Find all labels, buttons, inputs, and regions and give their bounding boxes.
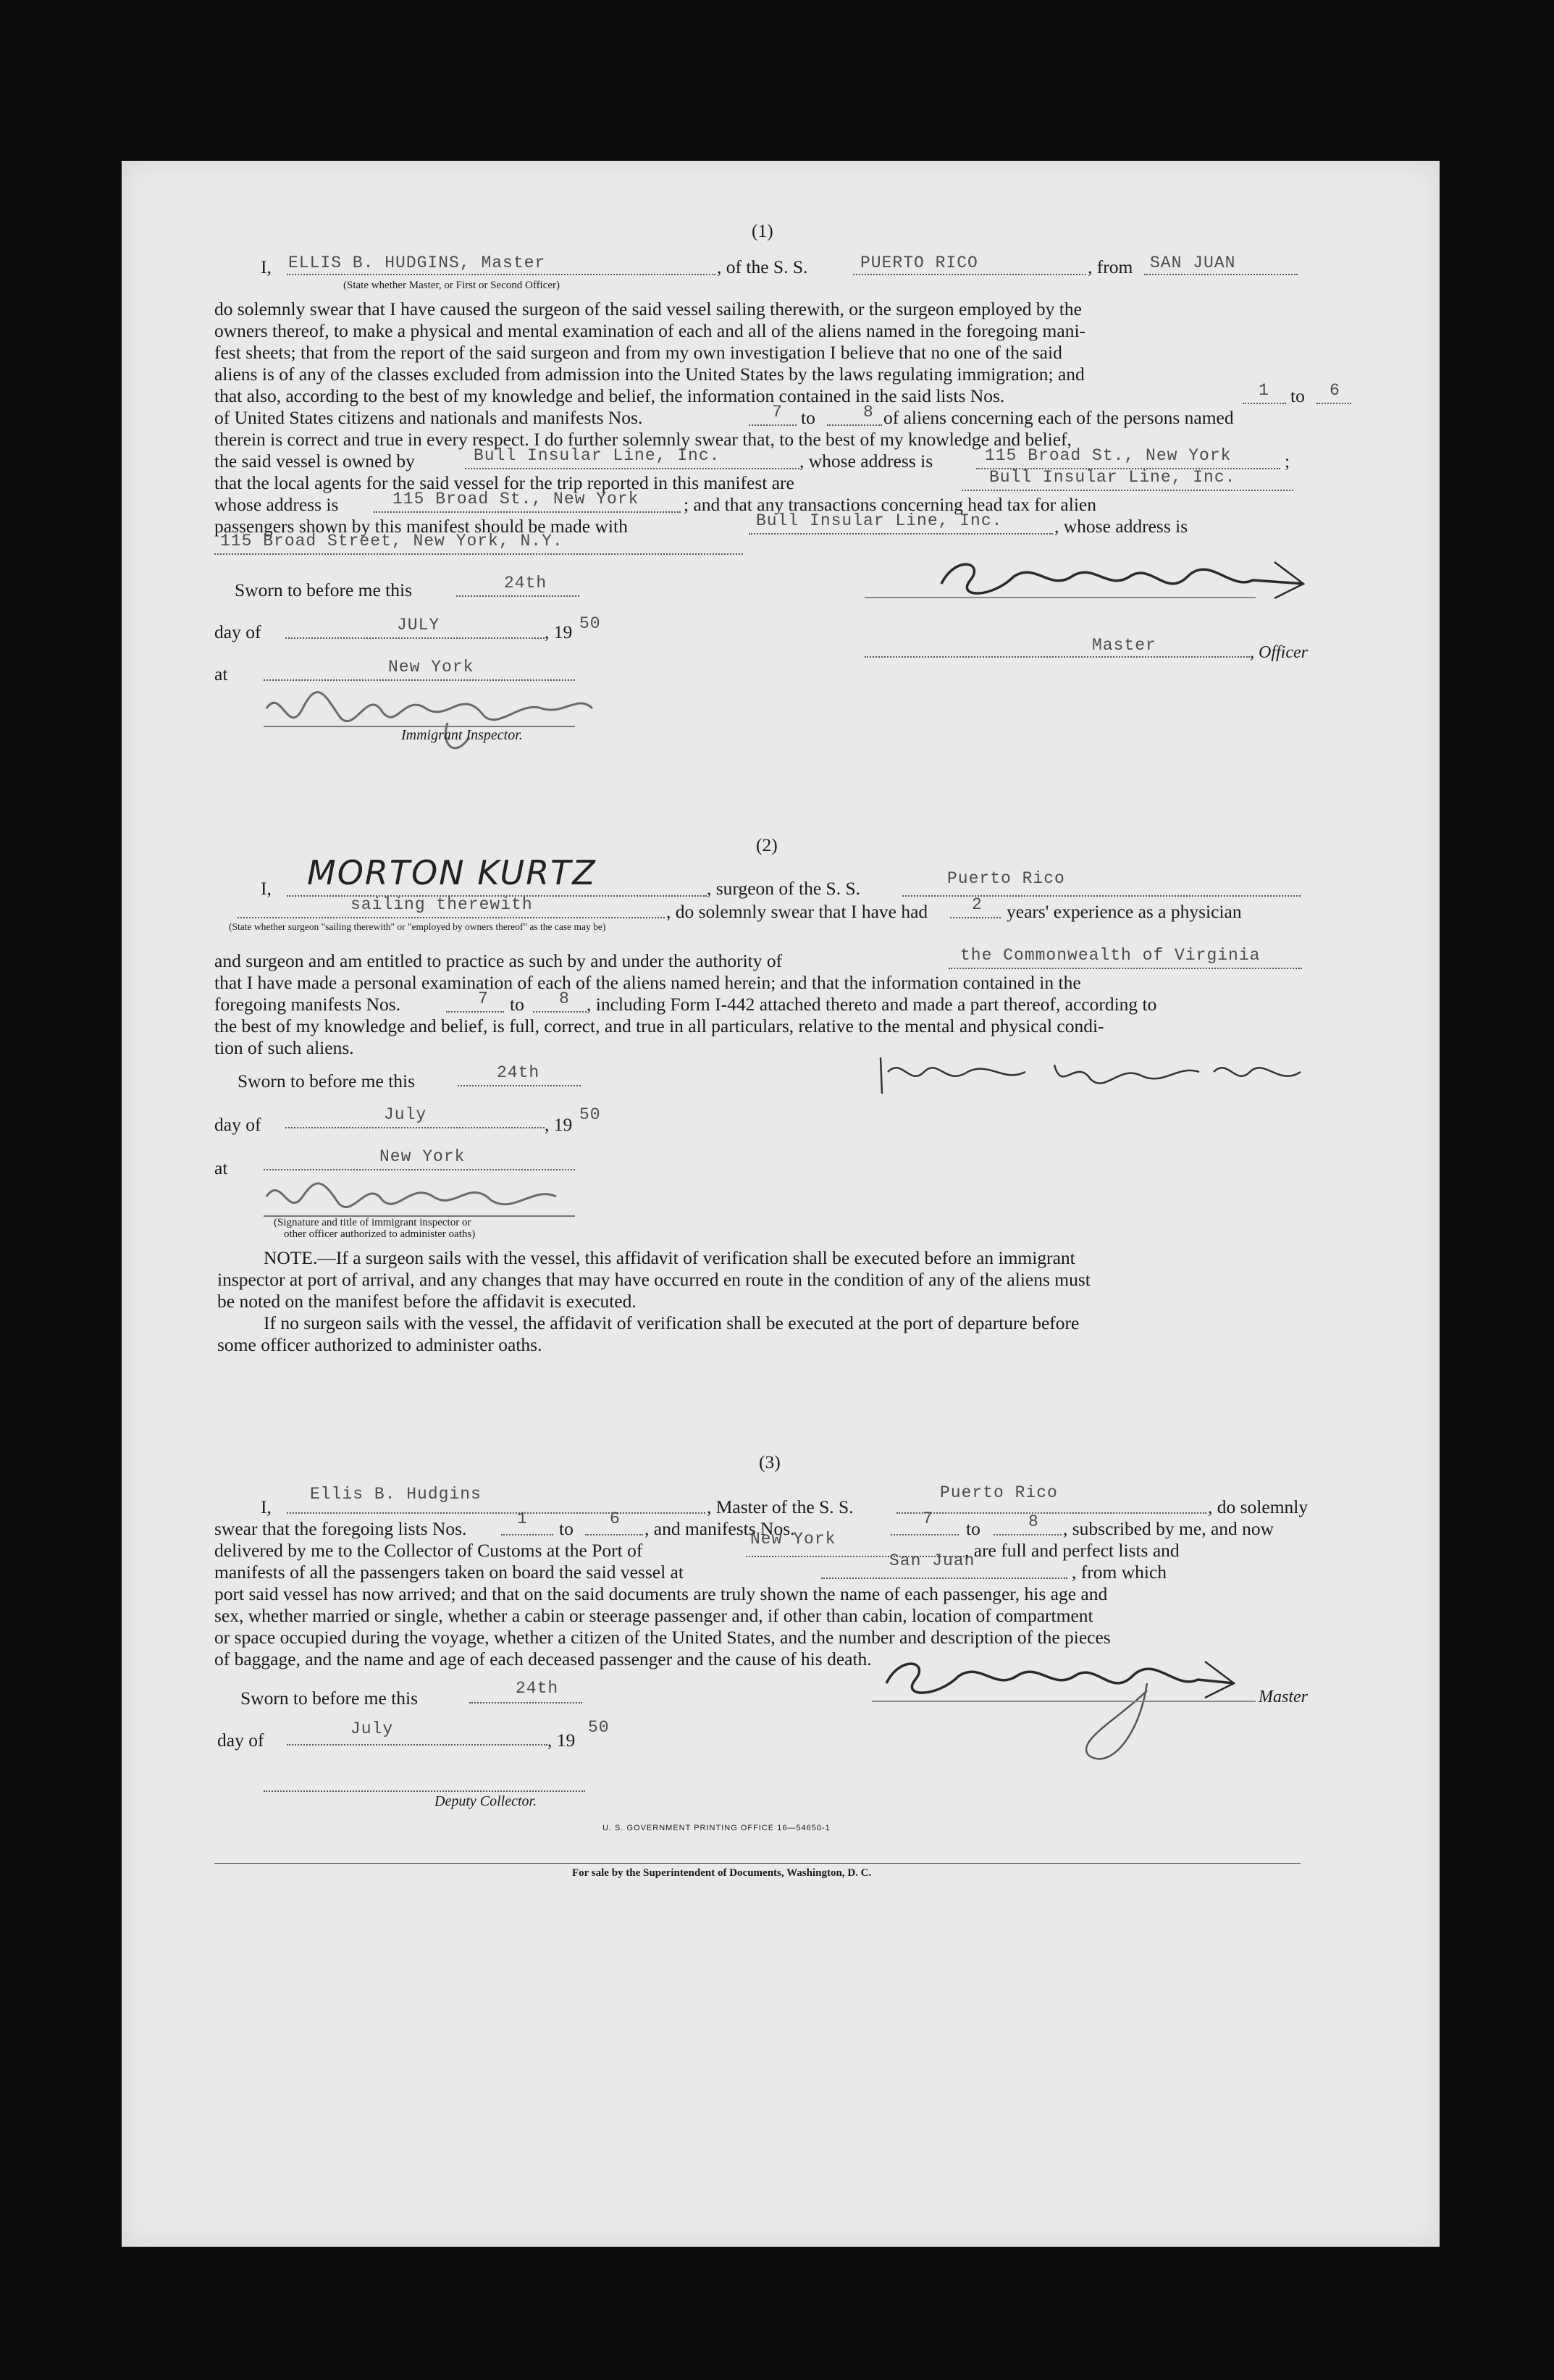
- body-line: , including Form I-442 attached thereto and made a part thereof, according to: [587, 994, 1157, 1015]
- place: New York: [388, 658, 474, 676]
- surgeon-signature: [866, 1043, 1315, 1101]
- officer-typed: Master: [1092, 636, 1156, 655]
- section-number: (2): [756, 834, 778, 855]
- to-label: to: [510, 994, 524, 1015]
- from-port: SAN JUAN: [1150, 253, 1236, 272]
- body-line: therein is correct and true in every respect. I do further solemnly swear that, to the best of my knowledge and belief,: [214, 429, 1072, 450]
- list-from: 1: [1259, 381, 1269, 400]
- authority: the Commonwealth of Virginia: [960, 946, 1261, 965]
- body-line: owners thereof, to make a physical and mental examination of each and all of the aliens named in the foregoing mani-: [214, 320, 1086, 341]
- body-line: manifests of all the passengers taken on board the said vessel at: [214, 1562, 684, 1583]
- ship-name: Puerto Rico: [947, 869, 1065, 888]
- body-line: or space occupied during the voyage, whether a citizen of the United States, and the number and description of the pieces: [214, 1627, 1111, 1648]
- note-line: be noted on the manifest before the affidavit is executed.: [217, 1291, 637, 1312]
- body-line: aliens is of any of the classes excluded from admission into the United States by the laws regulating immigration; and: [214, 364, 1085, 385]
- body-line: that also, according to the best of my knowledge and belief, the information contained in the said lists Nos.: [214, 385, 1005, 406]
- swear-text: , do solemnly swear that I have had: [666, 901, 928, 922]
- place: New York: [379, 1147, 466, 1166]
- footer-rule: [214, 1863, 1301, 1864]
- day-of-label: day of: [214, 621, 261, 642]
- master-of-label: , Master of the S. S.: [707, 1496, 854, 1517]
- body-line: passengers shown by this manifest should be made with: [214, 516, 628, 537]
- to-label: to: [801, 407, 815, 428]
- officer-label: , Officer: [1250, 643, 1308, 662]
- note-line: inspector at port of arrival, and any changes that may have occurred en route in the condition of any of the aliens must: [217, 1269, 1091, 1290]
- owner-address: 115 Broad St., New York: [985, 446, 1232, 465]
- body-line: and surgeon and am entitled to practice as such by and under the authority of: [214, 950, 783, 971]
- sworn-label: Sworn to before me this: [238, 1070, 416, 1091]
- body-line: the said vessel is owned by: [214, 451, 415, 472]
- state-note: (State whether surgeon "sailing therewith" or "employed by owners thereof" as the case may be): [229, 921, 606, 932]
- month: July: [350, 1719, 394, 1738]
- port: New York: [750, 1530, 836, 1549]
- manifest-from: 7: [772, 403, 783, 422]
- footer-text: For sale by the Superintendent of Documents, Washington, D. C.: [572, 1867, 872, 1879]
- year-prefix: , 19: [545, 621, 573, 642]
- sworn-day: 24th: [497, 1063, 540, 1082]
- signature-note: (Signature and title of immigrant inspector or: [274, 1217, 471, 1228]
- sworn-label: Sworn to before me this: [240, 1688, 419, 1709]
- body-line: , from which: [1072, 1562, 1167, 1583]
- sworn-label: Sworn to before me this: [235, 579, 413, 600]
- body-line: ; and that any transactions concerning head tax for alien: [684, 494, 1096, 515]
- year-prefix: , 19: [547, 1730, 576, 1751]
- note-line: some officer authorized to administer oaths.: [217, 1334, 542, 1355]
- section-number: (1): [752, 220, 773, 241]
- year: 50: [579, 1105, 601, 1124]
- at-label: at: [214, 663, 228, 684]
- body-line: , are full and perfect lists and: [965, 1540, 1180, 1561]
- section3-i: I,: [261, 1496, 272, 1517]
- surgeon-name: MORTON KURTZ: [307, 853, 597, 892]
- body-line: , whose address is: [799, 451, 933, 472]
- ship-name: Puerto Rico: [940, 1483, 1058, 1502]
- agents: Bull Insular Line, Inc.: [989, 468, 1236, 487]
- section2-i: I,: [261, 878, 272, 899]
- agents-address: 115 Broad St., New York: [392, 490, 639, 508]
- body-line: , and manifests Nos.: [644, 1518, 795, 1539]
- section-number: (3): [759, 1451, 781, 1472]
- body-line: that the local agents for the said vessel for the trip reported in this manifest are: [214, 472, 794, 493]
- to-label: to: [559, 1518, 574, 1539]
- list-from: 1: [517, 1509, 528, 1528]
- port-from: San Juan: [889, 1551, 975, 1570]
- master-label: Master: [1259, 1688, 1308, 1706]
- body-line: swear that the foregoing lists Nos.: [214, 1518, 467, 1539]
- year: 50: [579, 614, 601, 633]
- sworn-day: 24th: [504, 574, 547, 592]
- body-line: delivered by me to the Collector of Customs at the Port of: [214, 1540, 643, 1561]
- master-name: ELLIS B. HUDGINS, Master: [288, 253, 546, 272]
- inspector-label: Immigrant Inspector.: [401, 727, 523, 743]
- manifest-from: 7: [923, 1509, 933, 1528]
- note-line: If no surgeon sails with the vessel, the affidavit of verification shall be executed at the port of departure before: [264, 1312, 1080, 1333]
- inspector-signature: [259, 679, 607, 766]
- master-signature: [872, 1647, 1248, 1777]
- manifest-from: 7: [478, 989, 489, 1008]
- month: July: [384, 1105, 427, 1124]
- surgeon-of-label: , surgeon of the S. S.: [707, 878, 861, 899]
- from-label: , from: [1088, 256, 1133, 277]
- month: JULY: [397, 616, 440, 634]
- day-of-label: day of: [214, 1114, 261, 1135]
- of-ss-label: , of the S. S.: [717, 256, 808, 277]
- years-text: years' experience as a physician: [1007, 901, 1242, 922]
- ship-name: PUERTO RICO: [860, 253, 978, 272]
- body-line: foregoing manifests Nos.: [214, 994, 401, 1015]
- year: 50: [588, 1718, 610, 1737]
- to-label: to: [1290, 385, 1305, 406]
- collector-label: Deputy Collector.: [434, 1793, 537, 1809]
- head-tax-address: 115 Broad Street, New York, N.Y.: [220, 532, 563, 550]
- body-line: of aliens concerning each of the persons named: [883, 407, 1234, 428]
- list-to: 6: [610, 1509, 621, 1528]
- list-to: 6: [1330, 381, 1340, 400]
- section1-i: I,: [261, 256, 272, 277]
- sworn-day: 24th: [516, 1679, 559, 1698]
- note-line: NOTE.—If a surgeon sails with the vessel, this affidavit of verification shall be executed before an immigrant: [264, 1247, 1075, 1268]
- manifest-to: 8: [559, 989, 570, 1008]
- body-line: tion of such aliens.: [214, 1037, 354, 1058]
- years: 2: [972, 895, 983, 914]
- at-label: at: [214, 1157, 228, 1178]
- body-line: whose address is: [214, 494, 339, 515]
- body-line: the best of my knowledge and belief, is full, correct, and true in all particulars, relative to the mental and physical condi-: [214, 1015, 1104, 1036]
- body-line: , whose address is: [1054, 516, 1188, 537]
- gpo-imprint: U. S. GOVERNMENT PRINTING OFFICE 16—54650-1: [602, 1824, 831, 1832]
- sailing-status: sailing therewith: [350, 895, 533, 914]
- body-line: that I have made a personal examination of each of the aliens named herein; and that the information contained in the: [214, 972, 1081, 993]
- body-line: of baggage, and the name and age of each deceased passenger and the cause of his death.: [214, 1648, 872, 1669]
- body-line: port said vessel has now arrived; and that on the said documents are truly shown the name of each passenger, his age and: [214, 1583, 1108, 1604]
- body-line: of United States citizens and nationals and manifests Nos.: [214, 407, 643, 428]
- day-of-label: day of: [217, 1730, 264, 1751]
- body-line: , subscribed by me, and now: [1063, 1518, 1274, 1539]
- manifest-to: 8: [1028, 1512, 1039, 1531]
- to-label: to: [966, 1518, 980, 1539]
- body-line: fest sheets; that from the report of the said surgeon and from my own investigation I believe that no one of the said: [214, 342, 1062, 363]
- master-signature: [927, 548, 1332, 613]
- solemnly: , do solemnly: [1208, 1496, 1309, 1517]
- manifest-page: [122, 161, 1440, 2247]
- year-prefix: , 19: [545, 1114, 573, 1135]
- head-tax-agent: Bull Insular Line, Inc.: [756, 511, 1003, 530]
- body-line: do solemnly swear that I have caused the surgeon of the said vessel sailing therewith, or the surgeon employed by the: [214, 298, 1082, 319]
- semicolon: ;: [1285, 451, 1290, 472]
- master-name: Ellis B. Hudgins: [310, 1485, 482, 1504]
- manifest-to: 8: [863, 403, 874, 422]
- state-note: (State whether Master, or First or Second Officer): [343, 280, 560, 291]
- owner: Bull Insular Line, Inc.: [474, 446, 721, 465]
- body-line: sex, whether married or single, whether a cabin or steerage passenger and, if other than cabin, location of compartment: [214, 1605, 1093, 1626]
- signature-note: other officer authorized to administer oaths): [284, 1228, 476, 1240]
